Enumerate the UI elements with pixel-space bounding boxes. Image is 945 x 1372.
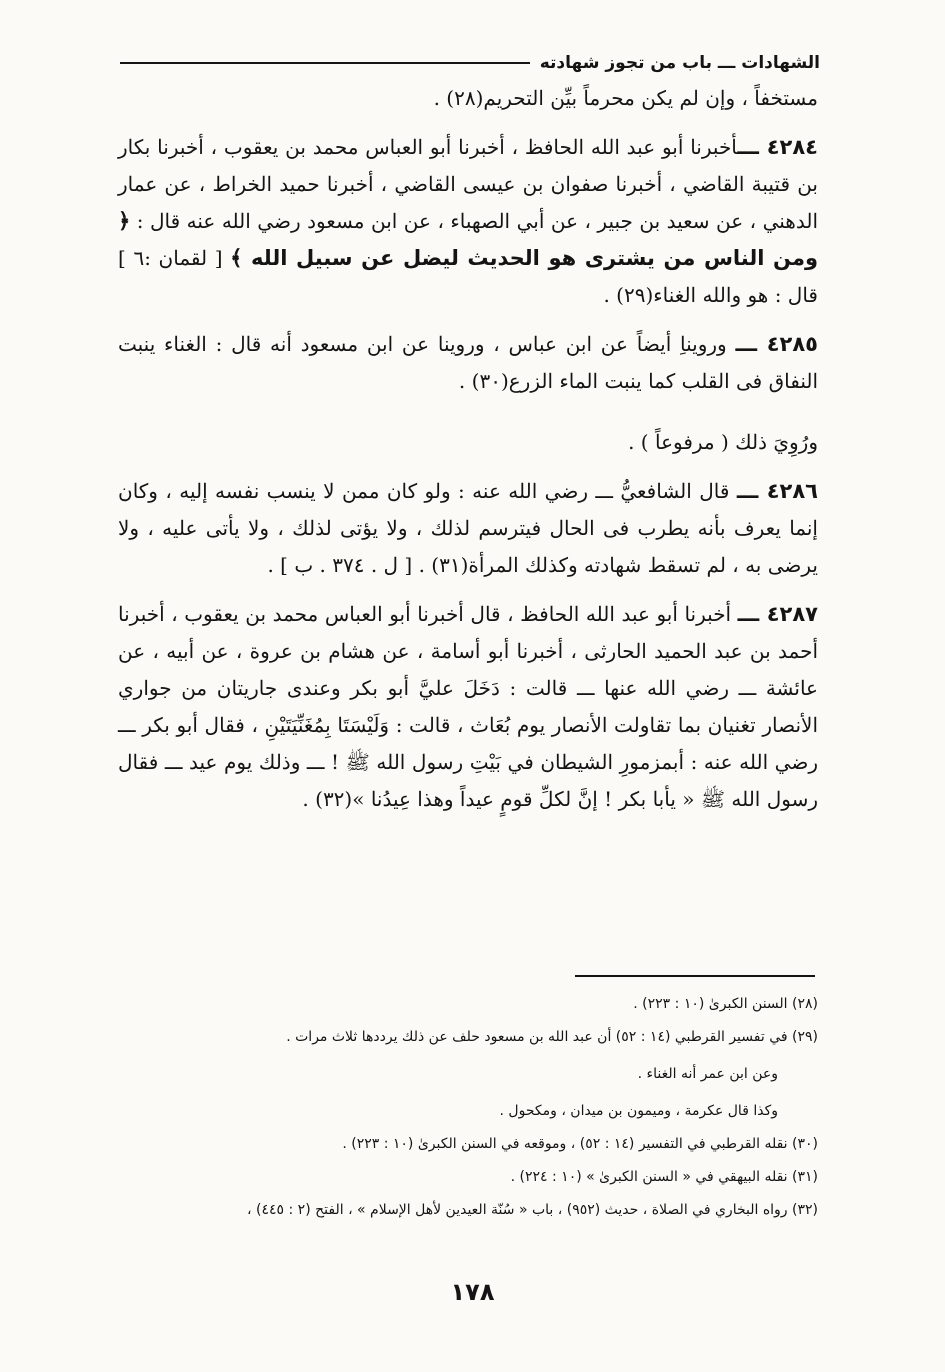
- main-text: [118, 80, 818, 818]
- paragraph-text: مستخفاً ، وإن لم يكن محرماً بيِّن التحريم(٢٨) .: [433, 86, 818, 110]
- footnote-29-line2: وعن ابن عمر أنه الغناء .: [637, 1066, 778, 1082]
- paragraph-hadith-4286: [118, 473, 818, 584]
- footnote-28: (٢٨) السنن الكبرىٰ (١٠ : ٢٢٣) .: [633, 996, 818, 1012]
- hadith-number: ٤٢٨٥ ـــ: [735, 332, 818, 356]
- paragraph-text: قال الشافعيُّ ـــ رضي الله عنه : ولو كان ممن لا ينسب نفسه إليه ، وكان إنما يعرف بأنه يطرب فى الحال فيترسم لذلك ، ولا يؤتى لذلك ، ولا يأتى عليه ، ولا يرضى به ، لم تسقط شهادته وكذلك المرأة(٣١) . [ ل . ٣٧٤ . ب ] .: [118, 479, 818, 577]
- paragraph-text-after: [ لقمان :٦ ] قال : هو والله الغناء(٢٩) .: [118, 246, 818, 307]
- paragraph-hadith-4285: [118, 326, 818, 400]
- page-number: ١٧٨: [450, 1278, 495, 1306]
- footnote-32: (٣٢) رواه البخاري في الصلاة ، حديث (٩٥٢) ، باب « سُنّة العيدين لأهل الإسلام » ، الفتح (٢ : ٤٤٥) ،: [247, 1202, 818, 1218]
- footnote-30: (٣٠) نقله القرطبي في التفسير (١٤ : ٥٢) ، وموقعه في السنن الكبرىٰ (١٠ : ٢٢٣) .: [342, 1136, 818, 1152]
- hadith-number: ٤٢٨٧ ـــ: [737, 602, 818, 626]
- footnote-29: (٢٩) في تفسير القرطبي (١٤ : ٥٢) أن عبد الله بن مسعود حلف عن ذلك يرددها ثلاث مرات .: [286, 1029, 818, 1045]
- footnotes: [118, 988, 818, 1227]
- paragraph-text: أخبرنا أبو عبد الله الحافظ ، قال أخبرنا أبو العباس محمد بن يعقوب ، أخبرنا أحمد بن عبد الحميد الحارثى ، أخبرنا أبو أسامة ، عن هشام بن عروة ، عن أبيه ، عن عائشة ـــ رضي الله عنها ـــ قالت : دَخَلَ عليَّ أبو بكر وعندى جاريتان من جواري الأنصار تغنيان بما تقاولت الأنصار يوم بُعَاث ، قالت : وَلَيْسَتَا بِمُغَنِّيَتَيْنِ ، فقال أبو بكر ـــ رضي الله عنه : أبمزمورِ الشيطان في بَيْتِ رسول الله ﷺ ! ـــ وذلك يوم عيد ـــ فقال رسول الله ﷺ « يأبا بكر ! إنَّ لكلِّ قومٍ عيداً وهذا عِيدُنا »(٣٢) .: [118, 602, 818, 811]
- paragraph-text: أخبرنا أبو عبد الله الحافظ ، أخبرنا أبو العباس محمد بن يعقوب ، أخبرنا بكار بن قتيبة القاضي ، أخبرنا صفوان بن عيسى القاضي ، أخبرنا حميد الخراط ، عن عمار الدهني ، عن سعيد بن جبير ، عن أبي الصهباء ، عن ابن مسعود رضي الله عنه قال :: [118, 135, 818, 233]
- chapter-title: الشهادات ـــ باب من تجوز شهادته: [539, 53, 820, 73]
- paragraph-hadith-4284: [118, 129, 818, 314]
- paragraph-text: ورويناِ أيضاً عن ابن عباس ، وروينا عن ابن مسعود أنه قال : الغناء ينبت النفاق فى القلب كما ينبت الماء الزرع(٣٠) .: [118, 332, 818, 393]
- paragraph-hadith-4287: [118, 596, 818, 818]
- paragraph-continuation: [118, 80, 818, 117]
- footnote-rule: [575, 975, 815, 977]
- paragraph-note: [118, 424, 818, 461]
- hadith-number: ٤٢٨٤ ـــ: [737, 135, 818, 159]
- footnote-31: (٣١) نقله البيهقي في « السنن الكبرىٰ » (١٠ : ٢٢٤) .: [510, 1169, 818, 1185]
- paragraph-text: ورُوِيَ ذلك ( مرفوعاً ) .: [628, 430, 818, 454]
- footnote-29-line3: وكذا قال عكرمة ، وميمون بن ميدان ، ومكحول .: [499, 1103, 778, 1119]
- running-header: [120, 48, 820, 78]
- quran-verse: ﴿ ومن الناس من يشترى هو الحديث ليضل عن سبيل الله ﴾: [118, 209, 818, 270]
- header-rule: [120, 62, 530, 64]
- hadith-number: ٤٢٨٦ ـــ: [736, 479, 818, 503]
